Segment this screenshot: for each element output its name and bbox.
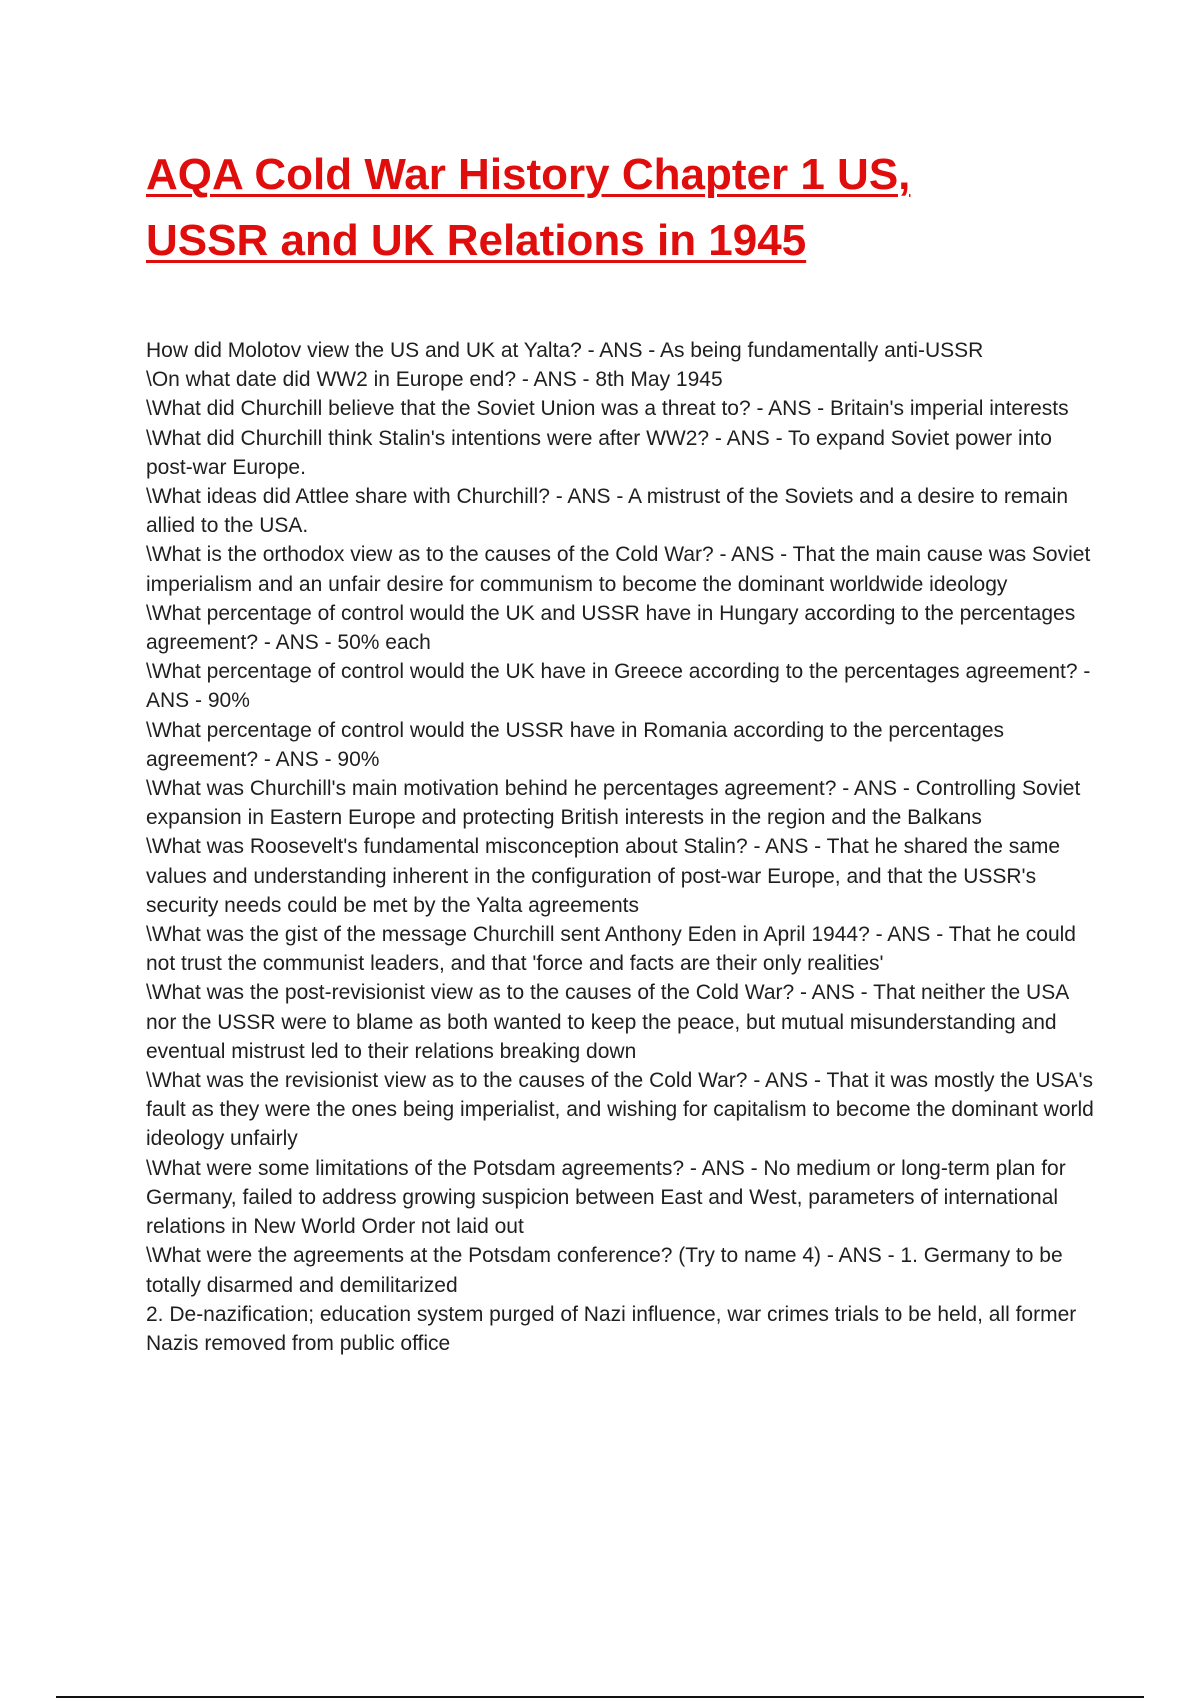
footer-divider [56,1696,1144,1698]
qa-line: \What percentage of control would the USSR have in Romania according to the percentages agreement? - ANS - 90% [146,718,1004,771]
qa-line: \What did Churchill believe that the Soviet Union was a threat to? - ANS - Britain's imperial interests [146,397,1069,421]
document-title [146,142,1106,274]
qa-line: \What percentage of control would the UK and USSR have in Hungary according to the percentages agreement? - ANS - 50% each [146,601,1076,655]
qa-line: \What did Churchill think Stalin's intentions were after WW2? - ANS - To expand Soviet power into post-war Europe. [146,426,1052,479]
qa-line: \What was the gist of the message Churchill sent Anthony Eden in April 1944? - ANS - That he could not trust the communist leaders, and that 'force and facts are their only realities' [146,923,1076,976]
qa-line: 2. De-nazification; education system purged of Nazi influence, war crimes trials to be held, all former Nazis removed from public office [146,1302,1077,1355]
qa-line: \What was Churchill's main motivation behind he percentages agreement? - ANS - Controlling Soviet expansion in Eastern Europe and protecting British interests in the region and the Balkans [146,777,1081,830]
qa-line: \What ideas did Attlee share with Churchill? - ANS - A mistrust of the Soviets and a desire to remain allied to the USA. [146,485,1069,538]
qa-line: \What percentage of control would the UK have in Greece according to the percentages agreement? - ANS - 90% [146,660,1091,713]
title-line-2: USSR and UK Relations in 1945 [146,216,807,265]
title-line-1: AQA Cold War History Chapter 1 US, [146,150,911,199]
qa-line: \What was the revisionist view as to the causes of the Cold War? - ANS - That it was mostly the USA's fault as they were the ones being imperialist, and wishing for capitalism to become the dominant world ideology unfairly [146,1069,1094,1151]
qa-line: \What was the post-revisionist view as to the causes of the Cold War? - ANS - That neither the USA nor the USSR were to blame as both wanted to keep the peace, but mutual misunderstanding and eventual mistrust led to their relations breaking down [146,981,1069,1063]
qa-line: \What were the agreements at the Potsdam conference? (Try to name 4) - ANS - 1. Germany to be totally disarmed and demilitarized [146,1244,1063,1297]
qa-line: \What was Roosevelt's fundamental misconception about Stalin? - ANS - That he shared the same values and understanding inherent in the configuration of post-war Europe, and that the USSR's security needs could be met by the Yalta agreements [146,835,1061,917]
qa-line: \What is the orthodox view as to the causes of the Cold War? - ANS - That the main cause was Soviet imperialism and an unfair desire for communism to become the dominant worldwide ideology [146,543,1091,596]
qa-line: \On what date did WW2 in Europe end? - ANS - 8th May 1945 [146,368,723,392]
flashcard-text [146,336,1101,1358]
qa-line: \What were some limitations of the Potsdam agreements? - ANS - No medium or long-term plan for Germany, failed to address growing suspicion between East and West, parameters of international relations in New World Order not laid out [146,1156,1066,1239]
qa-line: How did Molotov view the US and UK at Yalta? - ANS - As being fundamentally anti-USSR [146,339,984,362]
